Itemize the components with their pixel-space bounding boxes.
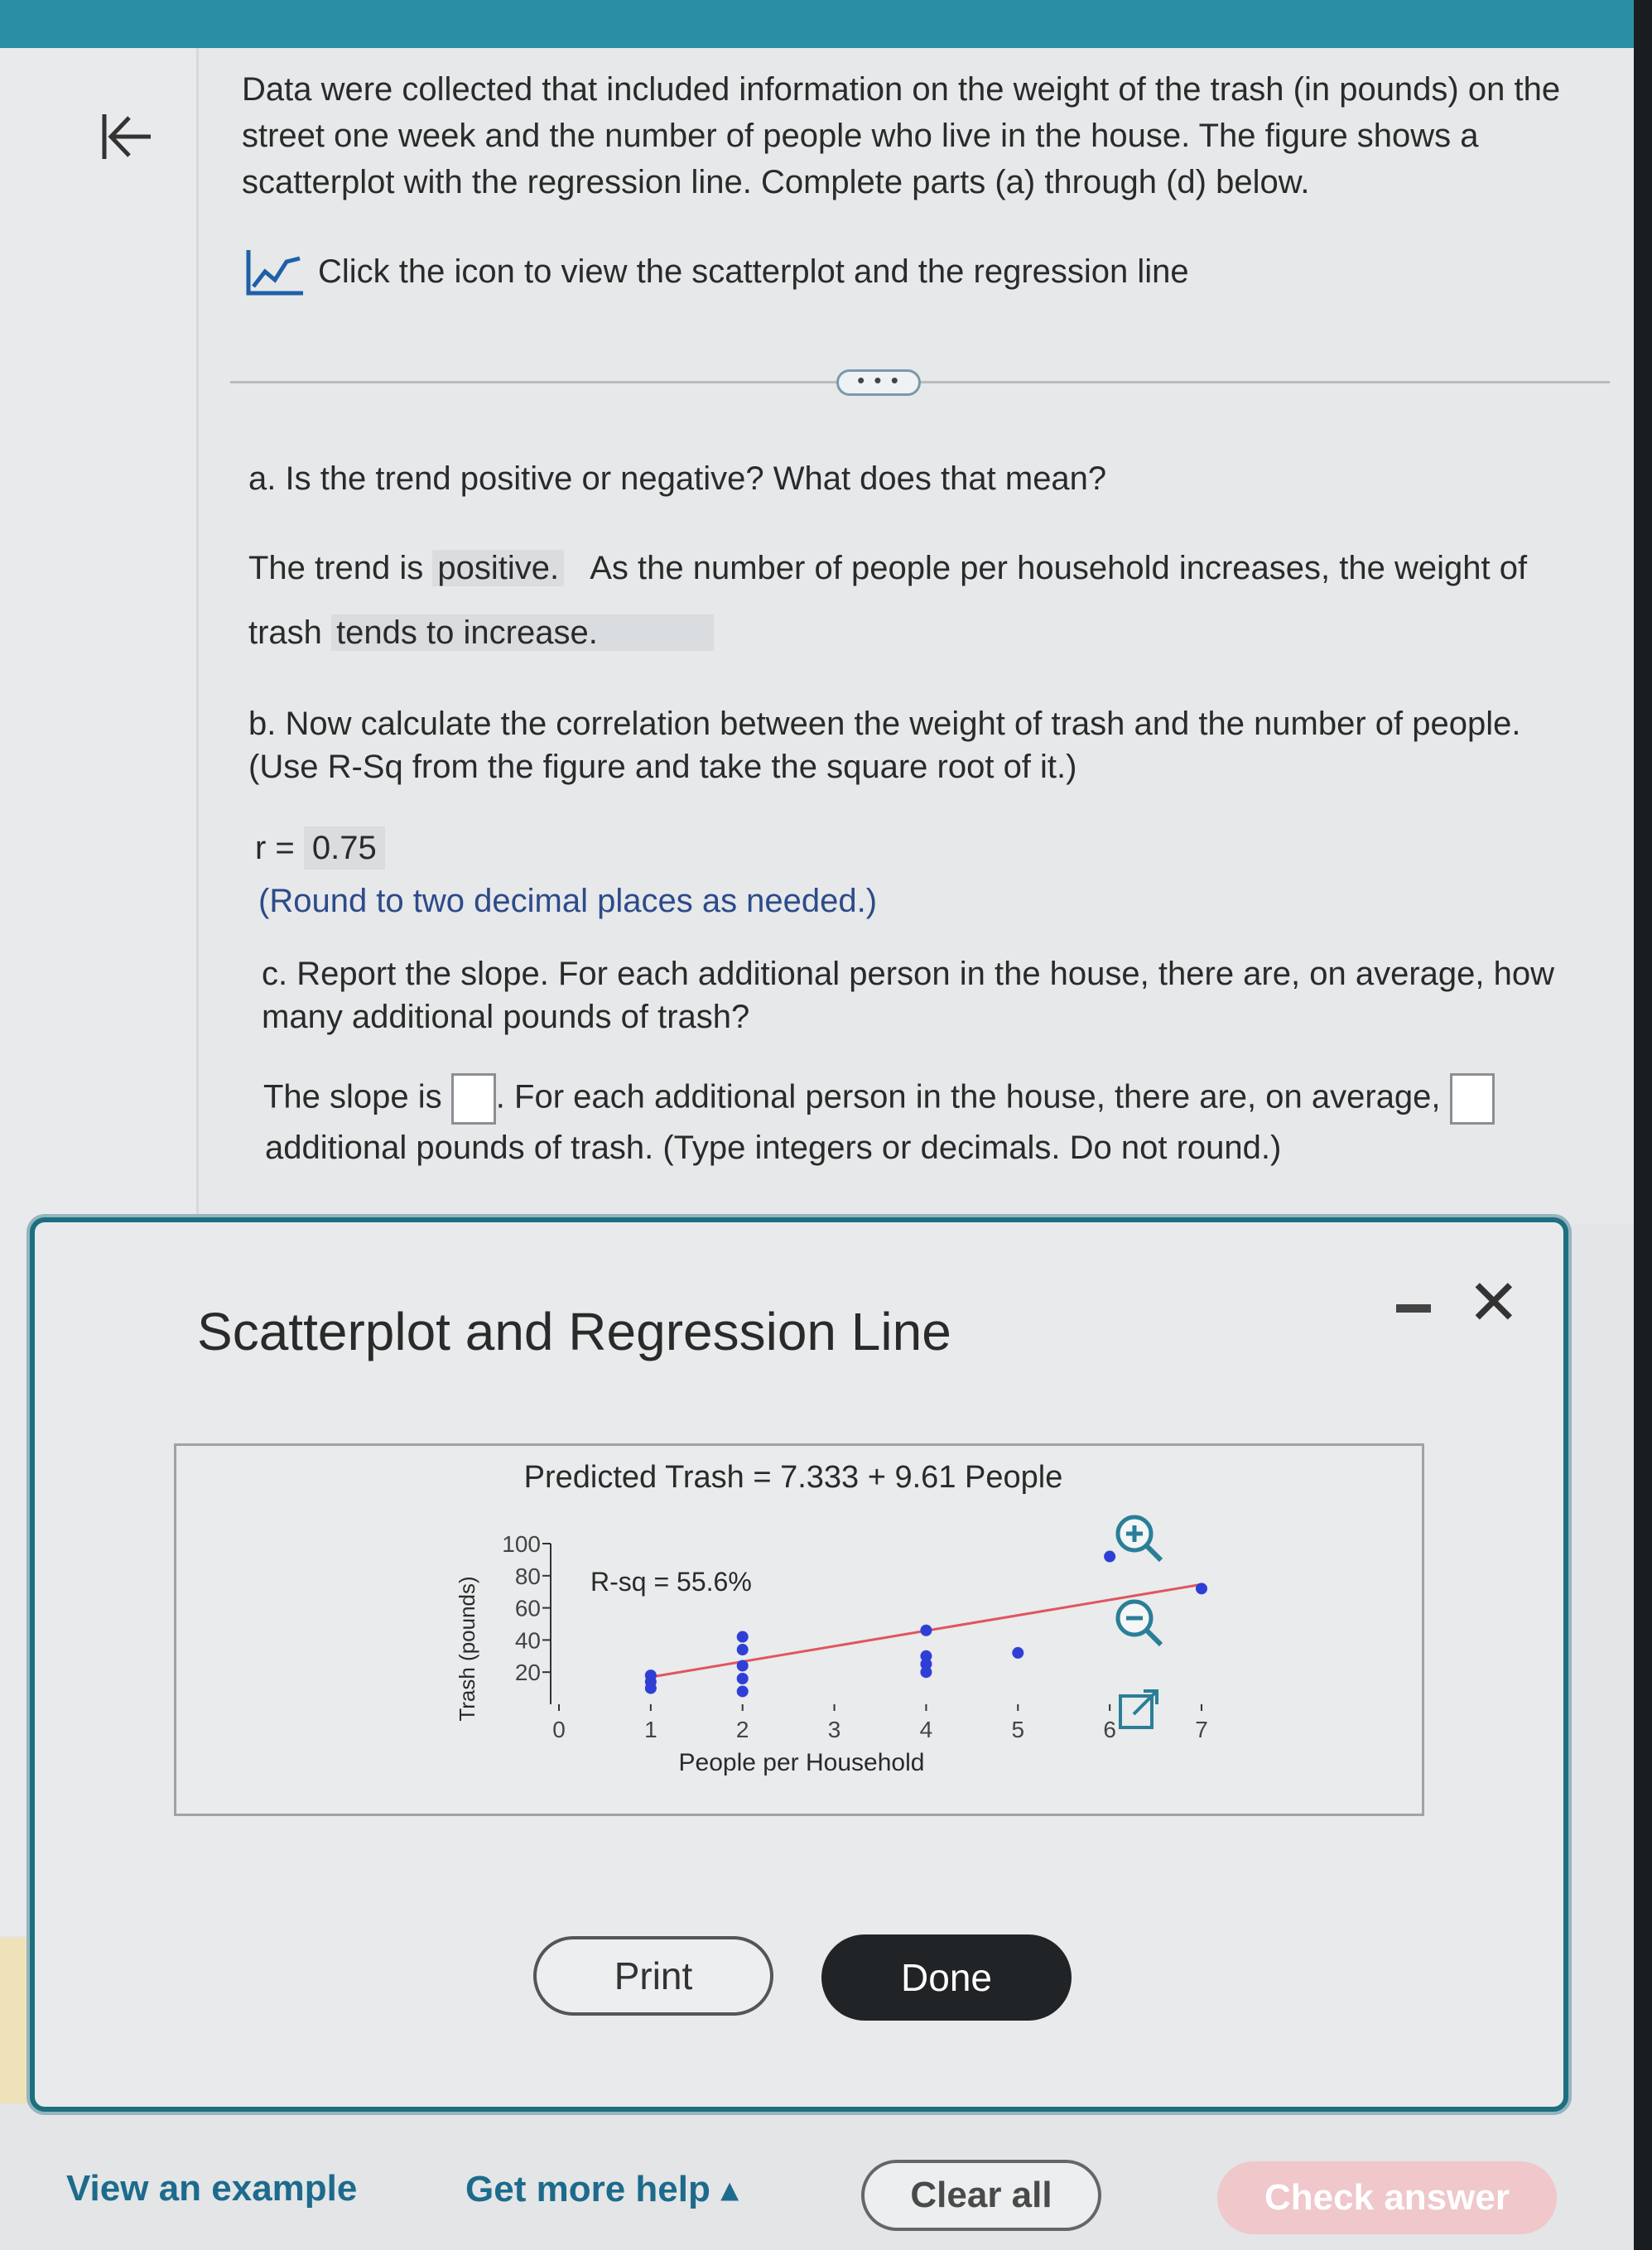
open-external-icon[interactable] xyxy=(1120,1691,1157,1727)
chart-panel xyxy=(174,1443,1424,1816)
part-c-question xyxy=(262,952,1620,1038)
view-scatterplot-label: Click the icon to view the scatterplot and the regression line xyxy=(318,253,1189,290)
x-tick-label: 7 xyxy=(1195,1717,1208,1742)
slope-prefix: The slope is xyxy=(263,1078,442,1115)
r-sq-annotation: R-sq = 55.6% xyxy=(590,1567,752,1597)
clear-all-button[interactable]: Clear all xyxy=(861,2160,1101,2231)
data-point xyxy=(737,1685,749,1697)
r-input[interactable]: 0.75 xyxy=(304,826,385,870)
x-tick-label: 1 xyxy=(644,1717,657,1742)
meaning-dropdown[interactable]: tends to increase. xyxy=(331,614,714,651)
y-tick-label: 20 xyxy=(514,1660,541,1686)
part-a-answer-line xyxy=(248,547,1606,590)
data-point xyxy=(737,1660,749,1671)
y-axis-label: Trash (pounds) xyxy=(455,1576,479,1722)
part-b-line2: (Use R-Sq from the figure and take the square root of it.) xyxy=(248,749,1077,785)
arrow-left-bar-icon xyxy=(98,108,156,166)
part-a-answer-line-2 xyxy=(248,611,714,654)
question-intro: Data were collected that included information on the weight of the trash (in pounds) on the street one week and the number of people who live in the house. The figure shows a scatterplot with the regression line. Complete parts (a) through (d) below. xyxy=(242,71,1561,200)
dialog-title: Scatterplot and Regression Line xyxy=(197,1302,951,1361)
part-b-question xyxy=(248,702,1623,788)
collapse-back-button[interactable] xyxy=(98,108,156,166)
data-point xyxy=(920,1650,932,1662)
chart-icon xyxy=(245,247,305,296)
part-a-word: trash xyxy=(248,614,322,651)
r-label: r = xyxy=(255,830,295,866)
minimize-button[interactable] xyxy=(1393,1284,1434,1326)
x-axis-label: People per Household xyxy=(678,1749,925,1776)
y-tick-label: 60 xyxy=(514,1595,541,1621)
data-point xyxy=(1012,1647,1023,1659)
data-point xyxy=(737,1673,749,1684)
round-note: (Round to two decimal places as needed.) xyxy=(258,883,878,919)
close-icon: ✕ xyxy=(1467,1268,1520,1338)
slope-suffix: additional pounds of trash. (Type integers or decimals. Do not round.) xyxy=(265,1130,1282,1166)
screen-edge xyxy=(1634,0,1652,2250)
x-tick-label: 5 xyxy=(1011,1717,1025,1742)
slope-answer-line xyxy=(263,1073,1621,1125)
x-tick-label: 4 xyxy=(919,1717,933,1742)
x-tick-label: 2 xyxy=(735,1717,749,1742)
data-point xyxy=(920,1625,932,1636)
scatterplot-dialog xyxy=(30,1217,1568,2112)
close-button[interactable] xyxy=(1467,1270,1520,1337)
chart-title: Predicted Trash = 7.333 + 9.61 People xyxy=(523,1460,1063,1495)
zoom-in-icon[interactable] xyxy=(1118,1517,1161,1560)
print-button[interactable]: Print xyxy=(533,1936,773,2016)
part-c-line1: c. Report the slope. For each additional person in the house, there are, on average, how xyxy=(262,956,1554,992)
expand-more-button[interactable]: • • • xyxy=(836,369,921,396)
part-b-line1: b. Now calculate the correlation between the weight of trash and the number of people. xyxy=(248,706,1521,742)
y-tick-label: 100 xyxy=(502,1531,541,1557)
y-tick-label: 80 xyxy=(514,1563,541,1589)
y-tick-label: 40 xyxy=(514,1627,541,1654)
slope-middle: . For each additional person in the house, there are, on average, xyxy=(495,1078,1441,1115)
data-point xyxy=(1196,1583,1207,1594)
r-answer-row xyxy=(255,826,385,870)
additional-pounds-input[interactable] xyxy=(1450,1073,1495,1125)
slope-input[interactable] xyxy=(451,1073,496,1125)
data-point xyxy=(737,1631,749,1643)
view-example-link[interactable]: View an example xyxy=(66,2168,358,2209)
trend-dropdown[interactable]: positive. xyxy=(432,550,564,586)
part-a-prefix: The trend is xyxy=(248,550,424,586)
data-point xyxy=(737,1644,749,1655)
data-point xyxy=(645,1669,657,1681)
get-more-help-link[interactable]: Get more help ▴ xyxy=(465,2169,739,2209)
part-c-line2: many additional pounds of trash? xyxy=(262,999,750,1035)
x-tick-label: 6 xyxy=(1103,1717,1116,1742)
x-tick-label: 3 xyxy=(827,1717,841,1742)
top-bar xyxy=(0,0,1652,48)
x-tick-label: 0 xyxy=(552,1717,566,1742)
check-answer-button[interactable]: Check answer xyxy=(1217,2161,1557,2234)
zoom-out-icon[interactable] xyxy=(1118,1602,1161,1645)
done-button[interactable]: Done xyxy=(821,1934,1072,2021)
part-a-question: a. Is the trend positive or negative? What does that mean? xyxy=(248,460,1107,497)
scatterplot-chart xyxy=(176,1446,1422,1814)
view-scatterplot-link[interactable] xyxy=(245,247,1189,296)
data-point xyxy=(1104,1551,1115,1563)
part-a-sentence: As the number of people per household increases, the weight of xyxy=(590,550,1528,586)
